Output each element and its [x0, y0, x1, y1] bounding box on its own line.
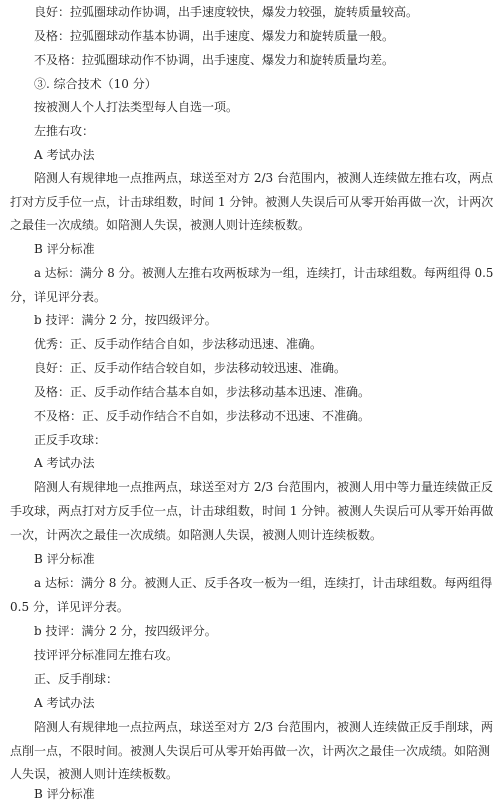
text-line: 良好：正、反手动作结合较自如，步法移动较迅速、准确。	[34, 361, 347, 375]
text-line: 技评评分标准同左推右攻。	[34, 648, 179, 662]
text-line: b 技评：满分 2 分，按四级评分。	[34, 624, 217, 638]
text-line: 及格：正、反手动作结合基本自如，步法移动基本迅速、准确。	[34, 385, 371, 399]
text-line: 不及格：正、反手动作结合不自如，步法移动不迅速、不准确。	[34, 409, 371, 423]
text-line: 及格：拉弧圈球动作基本协调，出手速度、爆发力和旋转质量一般。	[34, 29, 395, 43]
subsection-heading: 正反手攻球：	[34, 433, 107, 447]
subsection-label: B 评分标准	[34, 787, 95, 801]
subsection-heading: 正、反手削球：	[34, 672, 119, 686]
paragraph-line: 陪测人有规律地一点推两点，球送至对方 2/3 台范围内，被测人用中等力量连续做正反	[34, 480, 493, 494]
text-line: 优秀：正、反手动作结合自如，步法移动迅速、准确。	[34, 337, 323, 351]
paragraph-line: 打对方反手位一点，计击球组数，时间 1 分钟。被测人失误后可从零开始再做一次，计两次	[10, 195, 494, 209]
subsection-label: A 考试办法	[34, 696, 95, 710]
paragraph-line: 人失误，被测人则计连续板数。	[10, 767, 179, 781]
paragraph-line: 陪测人有规律地一点推两点，球送至对方 2/3 台范围内，被测人连续做左推右攻，两点	[34, 171, 493, 185]
subsection-heading: 左推右攻：	[34, 124, 95, 138]
paragraph-line: a 达标：满分 8 分。被测人左推右攻两板球为一组，连续打，计击球组数。每两组得 0.5	[34, 266, 494, 280]
subsection-label: B 评分标准	[34, 242, 95, 256]
paragraph-line: 点削一点，不限时间。被测人失误后可从零开始再做一次，计两次之最佳一次成绩。如陪测	[10, 744, 491, 758]
paragraph-line: 手攻球，两点打对方反手位一点，计击球组数，时间 1 分钟。被测人失误后可从零开始再做	[10, 504, 494, 518]
subsection-label: A 考试办法	[34, 456, 95, 470]
paragraph-line: a 达标：满分 8 分。被测人正、反手各攻一板为一组，连续打，计击球组数。每两组得	[34, 576, 493, 590]
text-line: 按被测人个人打法类型每人自选一项。	[34, 100, 239, 114]
text-line: 不及格：拉弧圈球动作不协调，出手速度、爆发力和旋转质量均差。	[34, 53, 395, 67]
subsection-label: A 考试办法	[34, 148, 95, 162]
paragraph-line: 之最佳一次成绩。如陪测人失误，被测人则计连续板数。	[10, 218, 311, 232]
section-heading: ③. 综合技术（10 分）	[34, 77, 157, 91]
text-line: b 技评：满分 2 分，按四级评分。	[34, 313, 217, 327]
paragraph-line: 0.5 分，详见评分表。	[10, 600, 129, 614]
paragraph-line: 一次，计两次之最佳一次成绩。如陪测人失误，被测人则计连续板数。	[10, 528, 383, 542]
paragraph-line: 分，详见评分表。	[10, 290, 107, 304]
subsection-label: B 评分标准	[34, 552, 95, 566]
paragraph-line: 陪测人有规律地一点拉两点，球送至对方 2/3 台范围内，被测人连续做正反手削球，两	[34, 720, 493, 734]
text-line: 良好：拉弧圈球动作协调，出手速度较快，爆发力较强，旋转质量较高。	[34, 5, 419, 19]
